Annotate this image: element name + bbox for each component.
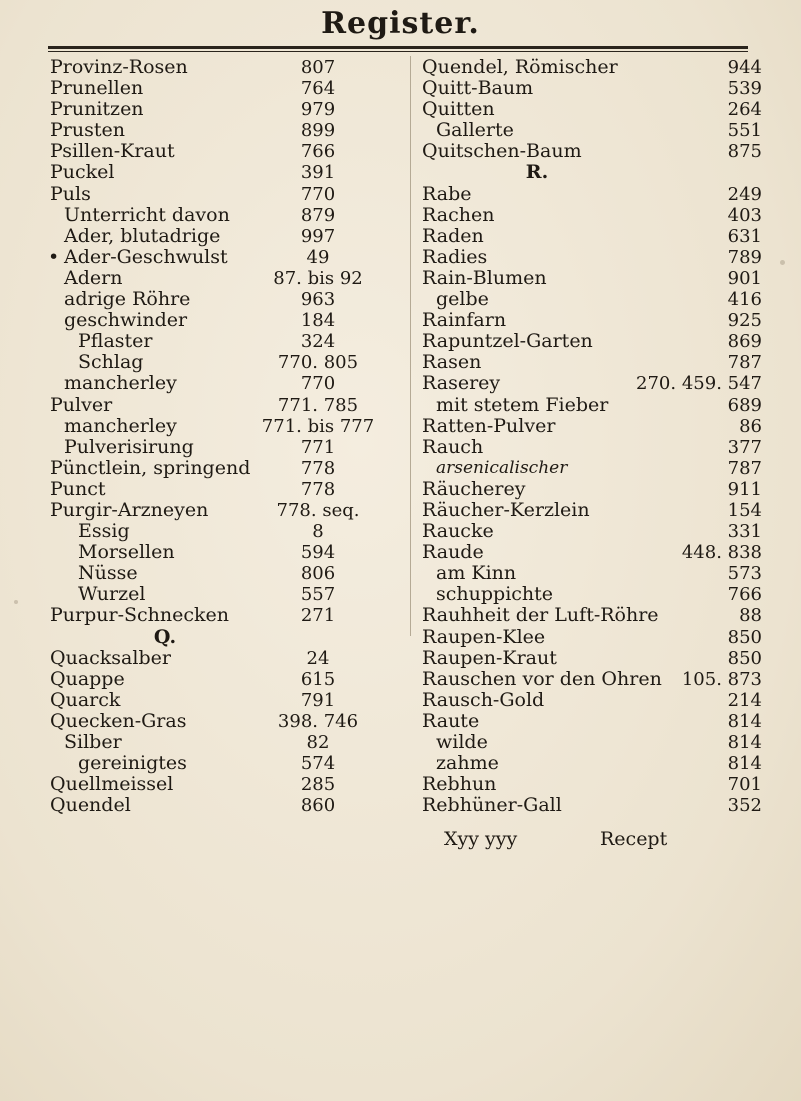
index-column-right	[422, 56, 762, 817]
entry-term: Pflaster	[78, 330, 153, 353]
index-entry	[50, 795, 395, 816]
page-reference: 766	[727, 584, 762, 606]
page-reference: 105. 873	[681, 668, 762, 690]
page-reference: 778	[300, 457, 336, 479]
page-reference: 49	[306, 246, 330, 268]
page-reference: 925	[727, 310, 762, 332]
index-entry	[50, 690, 395, 711]
index-entry	[50, 331, 395, 352]
index-entry	[422, 435, 762, 458]
entry-term: Psillen-Kraut	[50, 140, 175, 163]
entry-term: Raupen-Klee	[422, 625, 546, 648]
entry-term: Adern	[64, 266, 123, 289]
section-letter: R.	[525, 161, 549, 184]
page-reference: 850	[727, 626, 762, 648]
index-entry	[422, 182, 762, 205]
header-rule-thin	[48, 51, 748, 52]
page-reference: 771. bis 777	[261, 415, 375, 437]
index-entry	[50, 500, 395, 521]
page-reference: 448. 838	[681, 542, 762, 564]
index-entry	[50, 774, 395, 795]
paper-speck	[780, 260, 785, 265]
index-entry	[50, 310, 395, 331]
catchword: Recept	[600, 828, 668, 850]
index-entry	[422, 224, 762, 247]
entry-term: Unterricht davon	[64, 203, 230, 226]
entry-term: Quacksalber	[50, 646, 171, 669]
index-entry	[422, 119, 762, 142]
entry-term: Rebhüner-Gall	[422, 794, 562, 817]
entry-term: Puckel	[50, 161, 115, 184]
page-reference: 787	[727, 457, 762, 479]
entry-term: Quitt-Baum	[422, 77, 534, 100]
entry-term: Rauch	[422, 435, 484, 458]
index-entry	[422, 140, 762, 163]
entry-term: adrige Röhre	[64, 288, 191, 311]
index-entry	[422, 98, 762, 121]
entry-term: Purgir-Arzneyen	[50, 498, 209, 521]
index-entry	[50, 78, 395, 99]
header-rule	[48, 46, 748, 49]
entry-term: Gallerte	[436, 119, 514, 142]
entry-term: Rachen	[422, 203, 495, 226]
index-entry	[50, 521, 395, 542]
index-entry	[422, 309, 762, 332]
paper-speck	[14, 600, 18, 604]
page-reference: 997	[300, 225, 336, 247]
entry-term: Raupen-Kraut	[422, 646, 557, 669]
index-entry	[50, 437, 395, 458]
entry-term: Rapuntzel-Garten	[422, 330, 593, 353]
entry-term: zahme	[436, 752, 499, 775]
index-entry	[422, 794, 762, 817]
page-reference: 963	[300, 289, 336, 311]
entry-term: wilde	[436, 731, 488, 753]
index-entry	[422, 457, 762, 479]
entry-term: Rain-Blumen	[422, 266, 547, 289]
page-reference: 791	[300, 689, 336, 711]
entry-term: Raucke	[422, 520, 494, 543]
index-entry	[50, 289, 395, 310]
index-entry	[50, 395, 395, 416]
page-reference: 154	[727, 499, 762, 521]
index-entry	[50, 648, 395, 669]
index-entry	[422, 393, 762, 416]
page-reference: 377	[727, 436, 762, 458]
page-reference: 82	[306, 732, 330, 753]
entry-term: Essig	[78, 520, 130, 543]
index-entry	[422, 498, 762, 521]
page-reference: 778. seq.	[276, 499, 360, 521]
index-entry	[50, 373, 395, 394]
page-reference: 770. 805	[277, 352, 359, 374]
index-entry	[422, 541, 762, 564]
page-reference: 771	[300, 436, 336, 458]
index-entry	[50, 479, 395, 500]
index-entry	[50, 627, 395, 648]
page-reference: 901	[727, 267, 762, 289]
index-entry	[422, 709, 762, 732]
page-reference: 331	[727, 521, 762, 543]
page-reference: 416	[727, 289, 762, 311]
entry-term: Prusten	[50, 119, 125, 142]
entry-term: Prunitzen	[50, 98, 144, 121]
page-reference: 770	[300, 373, 336, 395]
entry-term: Quappe	[50, 667, 125, 690]
column-divider	[410, 56, 411, 636]
index-entry	[422, 667, 762, 690]
entry-term: Quarck	[50, 688, 121, 711]
page-reference: 184	[300, 310, 336, 332]
index-entry	[50, 605, 395, 626]
index-entry	[50, 141, 395, 162]
entry-term: Raute	[422, 709, 480, 732]
page-reference: 8	[312, 521, 324, 543]
index-entry	[422, 583, 762, 606]
entry-term: Quellmeissel	[50, 773, 174, 796]
index-entry	[422, 351, 762, 374]
index-entry	[422, 245, 762, 268]
entry-term: Quendel, Römischer	[422, 56, 618, 78]
entry-term: Rebhun	[422, 773, 497, 796]
index-entry	[422, 266, 762, 289]
page-reference: 789	[727, 246, 762, 268]
entry-term: mancherley	[64, 372, 177, 395]
page-reference: 324	[300, 331, 336, 353]
page-reference: 944	[727, 57, 762, 78]
index-entry	[422, 162, 758, 183]
index-entry	[422, 604, 762, 627]
page-reference: 271	[300, 605, 336, 627]
page-reference: 814	[727, 753, 762, 775]
page-reference: 403	[727, 204, 762, 226]
page-reference: 264	[727, 99, 762, 121]
page-reference: 24	[306, 647, 330, 669]
entry-term: schuppichte	[436, 583, 554, 606]
entry-term: mancherley	[64, 414, 177, 437]
index-entry	[422, 372, 762, 395]
page-reference: 850	[727, 647, 762, 669]
entry-term: Schlag	[78, 351, 144, 374]
entry-term: Punct	[50, 477, 106, 500]
entry-term: Prunellen	[50, 77, 144, 100]
entry-term: gelbe	[436, 288, 489, 311]
index-entry	[50, 99, 395, 120]
entry-term: Purpur-Schnecken	[50, 604, 230, 627]
entry-term: geschwinder	[64, 309, 188, 332]
entry-term: Wurzel	[78, 583, 146, 606]
entry-term: mit stetem Fieber	[436, 393, 609, 416]
page-reference: 86	[739, 415, 762, 437]
entry-term: Quitten	[422, 98, 495, 121]
entry-term: Rauhheit der Luft-Röhre	[422, 604, 659, 627]
entry-term: Nüsse	[78, 562, 138, 585]
index-entry	[50, 732, 395, 753]
page-reference: 398. 746	[277, 710, 359, 732]
index-entry	[50, 669, 395, 690]
page-reference: 778	[300, 478, 336, 500]
entry-term: Ratten-Pulver	[422, 414, 556, 437]
entry-term: Pulver	[50, 393, 113, 416]
entry-term: Puls	[50, 182, 91, 205]
page-reference: 574	[300, 753, 336, 775]
entry-term: Raserey	[422, 372, 501, 395]
page-reference: 594	[300, 542, 336, 564]
entry-term: Provinz-Rosen	[50, 56, 188, 78]
index-entry	[422, 56, 762, 78]
entry-term: Rasen	[422, 351, 482, 374]
entry-term: Rausch-Gold	[422, 688, 545, 711]
index-entry	[50, 247, 395, 268]
index-entry	[50, 268, 395, 289]
index-entry	[50, 162, 395, 183]
index-entry	[50, 542, 395, 563]
entry-term: Raude	[422, 541, 484, 564]
page-reference: 764	[300, 78, 336, 100]
index-entry	[50, 120, 395, 141]
page-reference: 285	[300, 774, 336, 796]
page-reference: 860	[300, 795, 336, 817]
index-entry	[422, 203, 762, 226]
index-entry	[50, 416, 395, 437]
entry-term: Pulverisirung	[64, 435, 194, 458]
entry-term: Quendel	[50, 794, 131, 817]
page-reference: 631	[727, 225, 762, 247]
index-entry	[50, 753, 395, 774]
index-entry	[422, 477, 762, 500]
index-entry	[50, 563, 395, 584]
page-reference: 270. 459. 547	[636, 373, 762, 395]
section-letter: Q.	[153, 625, 177, 648]
page-reference: 766	[300, 141, 336, 163]
page-reference: 807	[300, 57, 336, 78]
page-reference: 701	[727, 774, 762, 796]
page-reference: 391	[300, 162, 336, 184]
entry-term: Räucher-Kerzlein	[422, 498, 590, 521]
page-reference: 551	[727, 120, 762, 142]
entry-term: Radies	[422, 245, 488, 268]
page-reference: 911	[727, 478, 762, 500]
entry-term: Pünctlein, springend	[50, 456, 251, 479]
index-entry	[50, 57, 395, 78]
page-reference: 539	[727, 78, 762, 100]
entry-term: Quitschen-Baum	[422, 140, 582, 163]
entry-term: Quecken-Gras	[50, 709, 187, 732]
bullet-mark: •	[48, 245, 60, 268]
page-reference: 899	[300, 120, 336, 142]
entry-term: Rauschen vor den Ohren	[422, 667, 662, 690]
entry-term: Räucherey	[422, 477, 526, 500]
page-reference: 689	[727, 394, 762, 416]
index-column-left	[50, 57, 395, 816]
page-reference: 352	[727, 795, 762, 817]
entry-term: Silber	[64, 731, 122, 753]
index-entry	[422, 731, 762, 753]
page-reference: 770	[300, 183, 336, 205]
index-entry	[422, 625, 762, 648]
index-entry	[422, 562, 762, 585]
index-entry	[50, 205, 395, 226]
entry-term: arsenicalischer	[436, 457, 568, 478]
entry-term: am Kinn	[436, 562, 517, 585]
page-reference: 869	[727, 331, 762, 353]
page-reference: 771. 785	[277, 394, 359, 416]
page-reference: 87. bis 92	[273, 267, 363, 289]
index-entry	[50, 226, 395, 247]
page-reference: 814	[727, 732, 762, 753]
entry-term: Ader-Geschwulst	[64, 245, 228, 268]
page-reference: 557	[300, 584, 336, 606]
index-entry	[50, 352, 395, 373]
index-entry	[422, 330, 762, 353]
signature-mark: Xyy yyy	[444, 828, 518, 850]
page-reference: 787	[727, 352, 762, 374]
entry-term: Rabe	[422, 182, 472, 205]
entry-term: Raden	[422, 224, 484, 247]
page-reference: 615	[300, 668, 336, 690]
entry-term: Morsellen	[78, 541, 175, 564]
index-entry	[422, 688, 762, 711]
index-entry	[50, 711, 395, 732]
page-reference: 88	[739, 605, 762, 627]
entry-term: gereinigtes	[78, 752, 187, 775]
index-entry	[422, 646, 762, 669]
page-reference: 806	[300, 563, 336, 585]
index-entry	[50, 458, 395, 479]
page-title: Register.	[321, 6, 480, 41]
page-reference: 979	[300, 99, 336, 121]
index-entry	[422, 77, 762, 100]
entry-term: Ader, blutadrige	[64, 224, 221, 247]
page-reference: 814	[727, 710, 762, 732]
index-entry	[50, 584, 395, 605]
entry-term: Rainfarn	[422, 309, 507, 332]
index-entry	[422, 520, 762, 543]
page-reference: 875	[727, 141, 762, 163]
page-reference: 879	[300, 204, 336, 226]
index-entry	[50, 184, 395, 205]
index-entry	[422, 773, 762, 796]
index-entry	[422, 752, 762, 775]
index-entry	[422, 414, 762, 437]
page-reference: 249	[727, 183, 762, 205]
page-reference: 214	[727, 689, 762, 711]
index-entry	[422, 288, 762, 311]
page-reference: 573	[727, 563, 762, 585]
